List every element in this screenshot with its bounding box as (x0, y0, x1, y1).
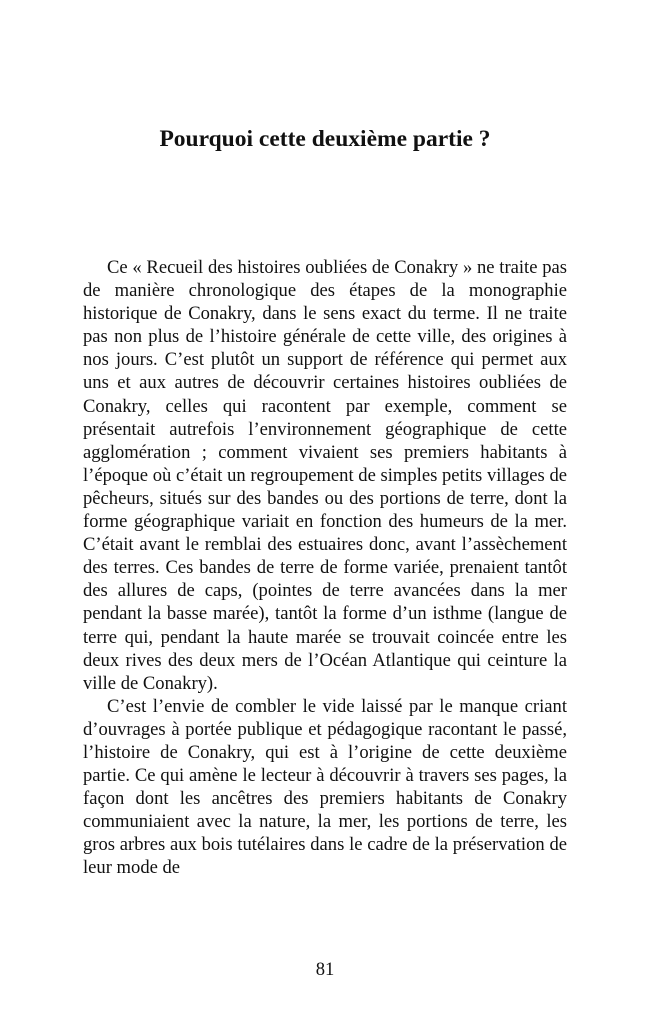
page-number: 81 (315, 959, 335, 980)
paragraph: C’est l’envie de combler le vide laissé par le manque criant d’ouvrages à portée publique et pédagogique racontant le passé, l’histoire de Conakry, qui est à l’origine de cette deuxième partie. Ce qui amène le lecteur à découvrir à travers ses pages, la façon dont les ancêtres des premiers habitants de Conakry communiaient avec la nature, la mer, les portions de terre, les gros arbres aux bois tutélaires dans le cadre de la préservation de leur mode de (83, 695, 567, 879)
paragraph: Ce « Recueil des histoires oubliées de Conakry » ne traite pas de manière chronologique des étapes de la monographie historique de Conakry, dans le sens exact du terme. Il ne traite pas non plus de l’histoire générale de cette ville, des origines à nos jours. C’est plutôt un support de référence qui permet aux uns et aux autres de découvrir certaines histoires oubliées de Conakry, celles qui racontent par exemple, comment se présentait autrefois l’environnement géographique de cette agglomération ; comment vivaient ses premiers habitants à l’époque où c’était un regroupement de simples petits villages de pêcheurs, situés sur des bandes ou des portions de terre, dont la forme géographique variait en fonction des humeurs de la mer. C’était avant le remblai des estuaires donc, avant l’assèchement des terres. Ces bandes de terre de forme variée, prenaient tantôt des allures de caps, (pointes de terre avancées dans la mer pendant la basse marée), tantôt la forme d’un isthme (langue de terre qui, pendant la haute marée se trouvait coincée entre les deux rives des deux mers de l’Océan Atlantique qui ceinture la ville de Conakry). (83, 257, 567, 694)
page-title: Pourquoi cette deuxième partie ? (159, 126, 491, 152)
body-text (83, 256, 567, 880)
